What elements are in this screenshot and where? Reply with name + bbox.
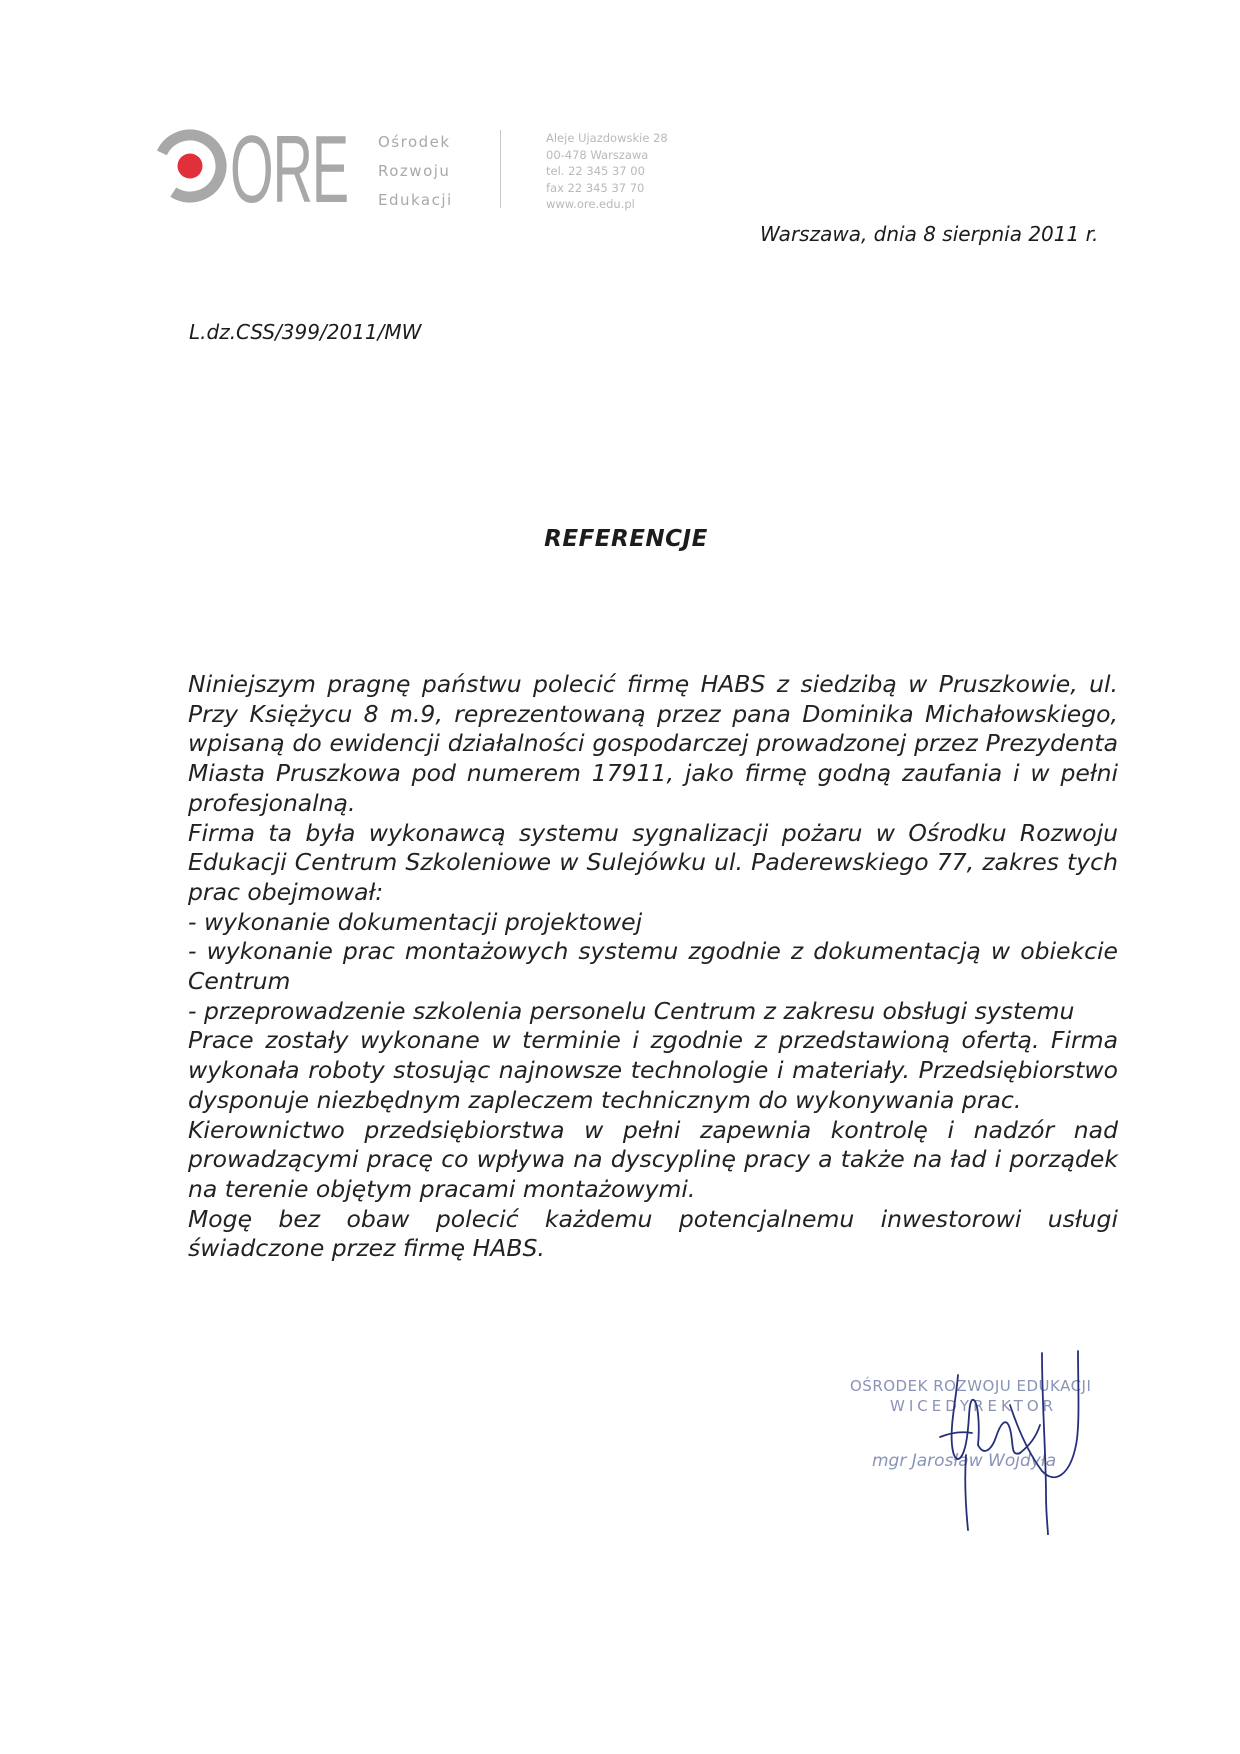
paragraph-scope: Firma ta była wykonawcą systemu sygnalizacji pożaru w Ośrodku Rozwoju Edukacji Centrum Szkoleniowe w Sulejówku ul. Paderewskiego 77, zakres tych prac obejmował: bbox=[188, 818, 1118, 906]
contact-fax: fax 22 345 37 70 bbox=[546, 180, 645, 195]
contact-phone: tel. 22 345 37 00 bbox=[546, 164, 645, 178]
stamp-role: WICEDYREKTOR bbox=[890, 1397, 1058, 1415]
org-name-line-3: Edukacji bbox=[378, 191, 453, 209]
contact-website: www.ore.edu.pl bbox=[546, 197, 635, 211]
list-item: - przeprowadzenie szkolenia personelu Centrum z zakresu obsługi systemu bbox=[188, 996, 1075, 1025]
logo-red-dot bbox=[178, 154, 203, 179]
handwritten-signature bbox=[880, 1345, 1110, 1535]
stamp-organization: OŚRODEK ROZWOJU EDUKACJI bbox=[850, 1377, 1092, 1395]
org-name-line-2: Rozwoju bbox=[378, 162, 451, 180]
paragraph-recommendation: Niniejszym pragnę państwu polecić firmę HABS z siedzibą w Pruszkowie, ul. Przy Księżycu 8 m.9, reprezentowaną przez pana Dominika Michałowskiego, wpisaną do ewidencji działalności gospodarczej prowadzonej przez Prezydenta Miasta Pruszkowa pod numerem 17911, jako firmę godną zaufania i w pełni profesjonalną. bbox=[188, 670, 1118, 817]
stamp-signatory-name: mgr Jarosław Wojdyła bbox=[872, 1451, 1057, 1471]
contact-address: Aleje Ujazdowskie 28 bbox=[546, 131, 668, 145]
place-date: Warszawa, dnia 8 sierpnia 2011 r. bbox=[760, 222, 1099, 246]
contact-postcode: 00-478 Warszawa bbox=[546, 147, 649, 162]
paragraph-management: Kierownictwo przedsiębiorstwa w pełni zapewnia kontrolę i nadzór nad prowadzącymi pracę co wpływa na dyscyplinę pracy a także na ład i porządek na terenie objętym pracami montażowymi. bbox=[188, 1115, 1118, 1203]
contact-block bbox=[546, 130, 668, 213]
list-item: - wykonanie dokumentacji projektowej bbox=[188, 907, 643, 936]
organization-name bbox=[378, 128, 453, 215]
ore-logo bbox=[150, 124, 350, 208]
paragraph-closing: Mogę bez obaw polecić każdemu potencjalnemu inwestorowi usługi świadczone przez firmę HABS. bbox=[188, 1204, 1118, 1263]
list-item: - wykonanie prac montażowych systemu zgodnie z dokumentacją w obiekcie Centrum bbox=[188, 937, 1118, 996]
org-name-line-1: Ośrodek bbox=[378, 133, 451, 151]
reference-number: L.dz.CSS/399/2011/MW bbox=[189, 320, 422, 344]
logo-text: ORE bbox=[230, 124, 348, 208]
document-title: REFERENCJE bbox=[544, 526, 708, 552]
letterhead-divider bbox=[500, 130, 501, 208]
paragraph-quality: Prace zostały wykonane w terminie i zgodnie z przedstawioną ofertą. Firma wykonała roboty stosując najnowsze technologie i materiały. Przedsiębiorstwo dysponuje niezbędnym zapleczem technicznym do wykonywania prac. bbox=[188, 1026, 1118, 1114]
letter-body bbox=[188, 670, 1118, 1264]
